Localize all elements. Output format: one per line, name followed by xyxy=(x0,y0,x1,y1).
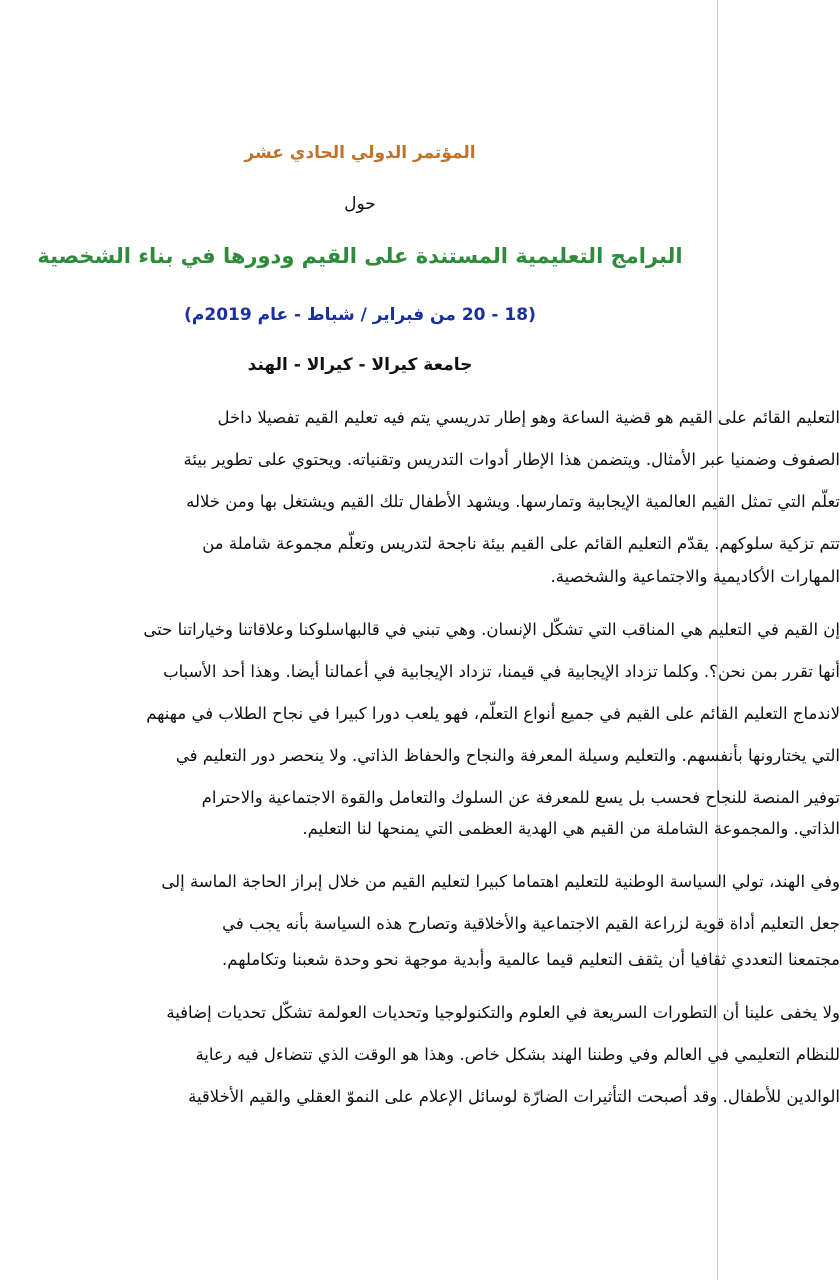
paragraph-line: لاندماج التعليم القائم على القيم في جميع أنواع التعلّم، فهو يلعب دورا كبيرا في نجاح الطلاب في مهنهم xyxy=(146,704,840,723)
university-venue: جامعة كيرالا - كيرالا - الهند xyxy=(247,355,473,375)
paragraph-line: الذاتي. والمجموعة الشاملة من القيم هي الهدية العظمى التي يمنحها لنا التعليم. xyxy=(302,819,840,838)
paragraph-line: وفي الهند، تولي السياسة الوطنية للتعليم اهتماما كبيرا لتعليم القيم من خلال إبراز الحاجة الماسة إلى xyxy=(161,872,840,891)
paragraph-line: ولا يخفى علينا أن التطورات السريعة في العلوم والتكنولوجيا وتحديات العولمة تشكّل تحديات إضافية xyxy=(166,1003,840,1022)
paragraph-line: توفير المنصة للنجاح فحسب بل يسع للمعرفة عن السلوك والتعامل والقوة الاجتماعية والاحترام xyxy=(201,788,840,807)
paragraph-line: أنها تقرر بمن نحن؟. وكلما تزداد الإيجابية في قيمنا، تزداد الإيجابية في أعمالنا أيضا. وهذا أحد الأسباب xyxy=(163,662,840,681)
conference-title: المؤتمر الدولي الحادي عشر xyxy=(244,143,476,163)
paragraph-line: الوالدين للأطفال. وقد أصبحت التأثيرات الضارّة لوسائل الإعلام على النموّ العقلي والقيم الأخلاقية xyxy=(188,1087,840,1106)
paragraph-line: التي يختارونها بأنفسهم. والتعليم وسيلة المعرفة والنجاح والحفاظ الذاتي. ولا ينحصر دور التعليم في xyxy=(175,746,840,765)
paragraph-line: المهارات الأكاديمية والاجتماعية والشخصية. xyxy=(550,567,840,586)
paragraph-line: التعليم القائم على القيم هو قضية الساعة وهو إطار تدريسي يتم فيه تعليم القيم تفصيلا داخل xyxy=(217,408,840,427)
paragraph-line: للنظام التعليمي في العالم وفي وطننا الهند بشكل خاص. وهذا هو الوقت الذي تتضاءل فيه رعاية xyxy=(195,1045,840,1064)
paragraph-line: الصفوف وضمنيا عبر الأمثال. ويتضمن هذا الإطار أدوات التدريس وتقنياته. ويحتوي على تطوير بيئة xyxy=(183,450,840,469)
paragraph-line: تعلّم التي تمثل القيم العالمية الإيجابية وتمارسها. ويشهد الأطفال تلك القيم ويشتغل بها ومن خلاله xyxy=(186,492,840,511)
conference-dates: (18 - 20 من فبراير / شباط - عام 2019م) xyxy=(184,305,536,325)
paragraph-line: تتم تزكية سلوكهم. يقدّم التعليم القائم على القيم بيئة ناجحة لتدريس وتعلّم مجموعة شاملة من xyxy=(202,534,840,553)
paragraph-line: جعل التعليم أداة قوية لزراعة القيم الاجتماعية والأخلاقية وتصارح هذه السياسة بأنه يجب في xyxy=(222,914,840,933)
conference-theme-title: البرامج التعليمية المستندة على القيم ودورها في بناء الشخصية xyxy=(37,244,683,268)
paragraph-line: إن القيم في التعليم هي المناقب التي تشكّل الإنسان. وهي تبني في قالبهاسلوكنا وعلاقاتنا وخياراتنا حتى xyxy=(143,620,840,639)
paragraph-line: مجتمعنا التعددي ثقافيا أن يثقف التعليم قيما عالمية وأبدية موجهة نحو وحدة شعبنا وتكاملهم. xyxy=(222,950,840,969)
about-label: حول xyxy=(344,194,376,214)
